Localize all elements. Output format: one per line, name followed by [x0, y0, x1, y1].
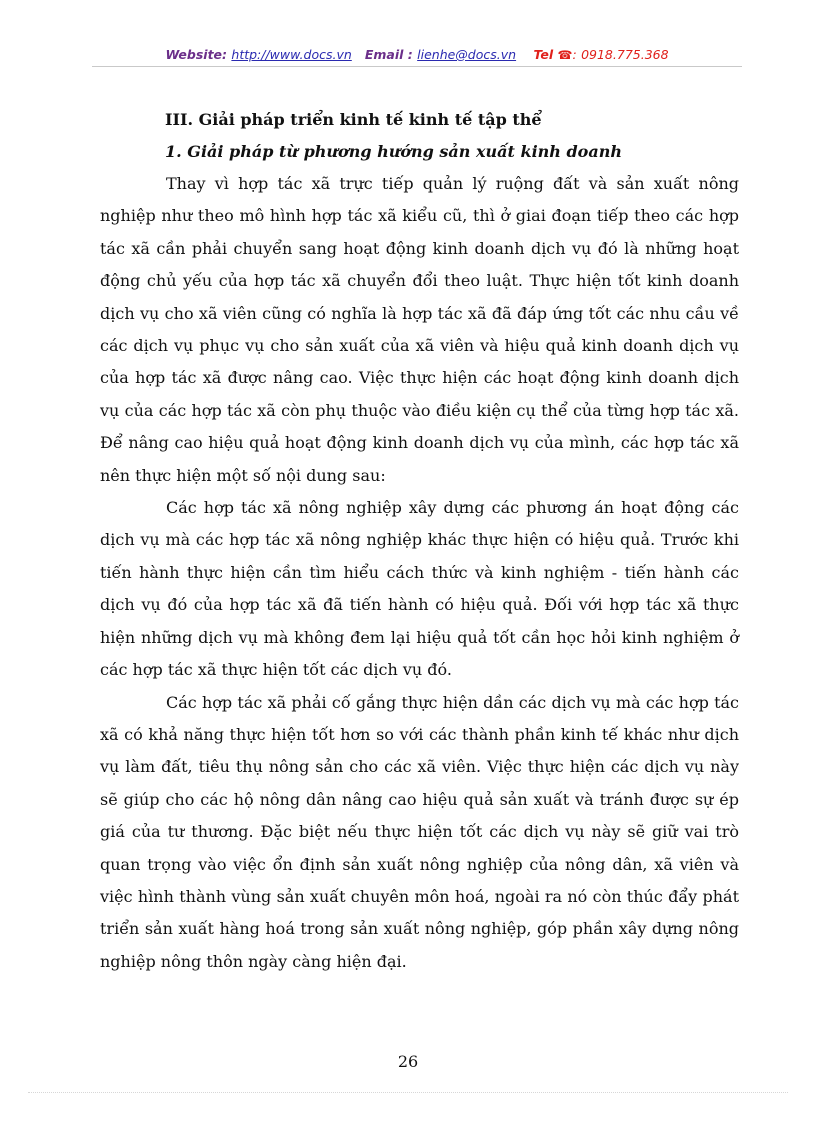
- tel-separator: :: [572, 47, 577, 62]
- email-link[interactable]: lienhe@docs.vn: [417, 47, 517, 62]
- website-link[interactable]: http://www.docs.vn: [231, 47, 352, 62]
- paragraph: Thay vì hợp tác xã trực tiếp quản lý ruộng đất và sản xuất nông nghiệp như theo mô hình hợp tác xã kiểu cũ, thì ở giai đoạn tiếp theo các hợp tác xã cần phải chuyển sang hoạt động kinh doanh dịch vụ đó là những hoạt động chủ yếu của hợp tác xã chuyển đổi theo luật. Thực hiện tốt kinh doanh dịch vụ cho xã viên cũng có nghĩa là hợp tác xã đã đáp ứng tốt các nhu cầu về các dịch vụ phục vụ cho sản xuất của xã viên và hiệu quả kinh doanh dịch vụ của hợp tác xã được nâng cao. Việc thực hiện các hoạt động kinh doanh dịch vụ của các hợp tác xã còn phụ thuộc vào điều kiện cụ thể của từng hợp tác xã. Để nâng cao hiệu quả hoạt động kinh doanh dịch vụ của mình, các hợp tác xã nên thực hiện một số nội dung sau:: [100, 174, 739, 485]
- tel-number: 0918.775.368: [581, 47, 669, 62]
- website-label: Website:: [165, 47, 228, 62]
- paragraph: Các hợp tác xã phải cố gắng thực hiện dần các dịch vụ mà các hợp tác xã có khả năng thực hiện tốt hơn so với các thành phần kinh tế khác như dịch vụ làm đất, tiêu thụ nông sản cho các xã viên. Việc thực hiện các dịch vụ này sẽ giúp cho các hộ nông dân nâng cao hiệu quả sản xuất và tránh được sự ép giá của tư thương. Đặc biệt nếu thực hiện tốt các dịch vụ này sẽ giữ vai trò quan trọng vào việc ổn định sản xuất nông nghiệp của nông dân, xã viên và việc hình thành vùng sản xuất chuyên môn hoá, ngoài ra nó còn thúc đẩy phát triển sản xuất hàng hoá trong sản xuất nông nghiệp, góp phần xây dựng nông nghiệp nông thôn ngày càng hiện đại.: [100, 692, 739, 971]
- page-number: 26: [397, 1052, 419, 1071]
- document-body: [100, 168, 739, 978]
- phone-icon: ☎: [557, 48, 573, 62]
- email-label: Email :: [364, 47, 413, 62]
- header-divider: [92, 66, 742, 67]
- footer-divider: [28, 1092, 788, 1093]
- section-heading: III. Giải pháp triển kinh tế kinh tế tập thể: [165, 110, 542, 129]
- section-headings: [165, 104, 739, 168]
- paragraph: Các hợp tác xã nông nghiệp xây dựng các phương án hoạt động các dịch vụ mà các hợp tác xã nông nghiệp khác thực hiện có hiệu quả. Trước khi tiến hành thực hiện cần tìm hiểu cách thức và kinh nghiệm - tiến hành các dịch vụ đó của hợp tác xã đã tiến hành có hiệu quả. Đối với hợp tác xã thực hiện những dịch vụ mà không đem lại hiệu quả tốt cần học hỏi kinh nghiệm ở các hợp tác xã thực hiện tốt các dịch vụ đó.: [100, 498, 739, 680]
- section-subheading: 1. Giải pháp từ phương hướng sản xuất kinh doanh: [165, 142, 622, 161]
- page-header: [92, 47, 742, 62]
- tel-label: Tel: [533, 47, 554, 62]
